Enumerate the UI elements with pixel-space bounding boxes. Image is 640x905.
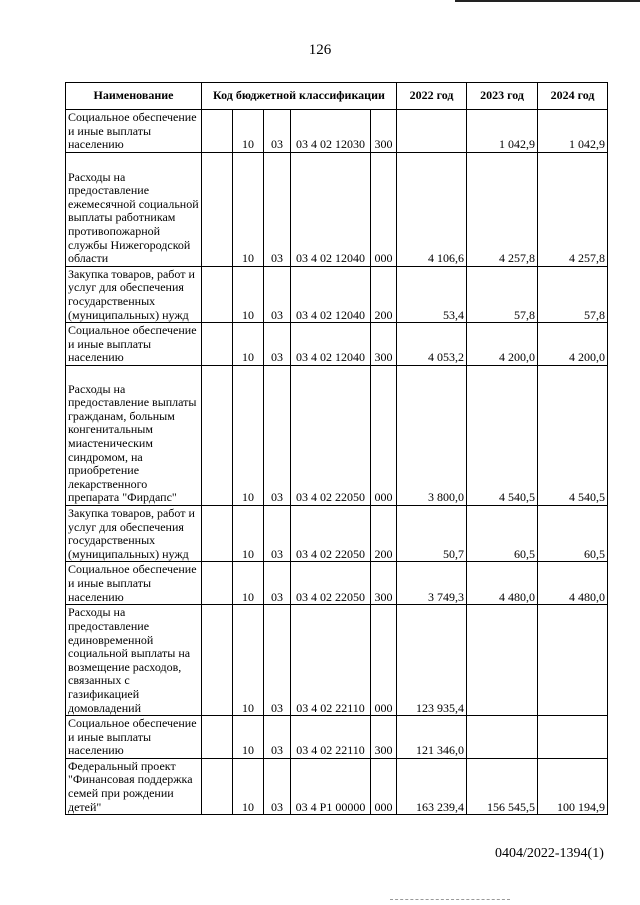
row-name-cell <box>66 323 202 366</box>
row-section-cell: 10 <box>233 365 264 505</box>
row-section-cell: 10 <box>233 505 264 561</box>
row-2023-value: 57,8 <box>467 266 538 322</box>
row-2023-value: 4 480,0 <box>467 562 538 605</box>
row-subsection-cell: 03 <box>264 505 291 561</box>
table-row <box>66 605 608 716</box>
row-name-text: Закупка товаров, работ и услуг для обеспечения государственных (муниципальных) нужд <box>68 505 195 561</box>
row-2024-value: 60,5 <box>538 505 608 561</box>
row-2022-value <box>397 110 467 153</box>
row-empty-code-cell <box>202 716 233 759</box>
row-2023-value: 1 042,9 <box>467 110 538 153</box>
row-subsection-cell: 03 <box>264 562 291 605</box>
row-2023-value: 4 257,8 <box>467 152 538 266</box>
row-expense-type-cell: 300 <box>371 716 397 759</box>
row-section-cell: 10 <box>233 266 264 322</box>
row-2023-value <box>467 605 538 716</box>
table-row <box>66 110 608 153</box>
row-2024-value: 1 042,9 <box>538 110 608 153</box>
row-2024-value: 4 480,0 <box>538 562 608 605</box>
row-2022-value: 50,7 <box>397 505 467 561</box>
page-number: 126 <box>308 42 332 58</box>
budget-table <box>65 82 608 815</box>
header-name: Наименование <box>66 83 202 110</box>
row-2023-value: 4 200,0 <box>467 323 538 366</box>
row-2024-value: 57,8 <box>538 266 608 322</box>
row-subsection-cell: 03 <box>264 110 291 153</box>
row-name-text: Социальное обеспечение и иные выплаты населению <box>68 323 197 365</box>
row-2023-value: 4 540,5 <box>467 365 538 505</box>
row-2022-value: 121 346,0 <box>397 716 467 759</box>
row-section-cell: 10 <box>233 152 264 266</box>
row-2022-value: 123 935,4 <box>397 605 467 716</box>
bottom-edge-marks <box>390 899 510 901</box>
row-2024-value <box>538 716 608 759</box>
row-target-article-cell: 03 4 02 22050 <box>291 562 371 605</box>
table-row <box>66 152 608 266</box>
row-expense-type-cell: 000 <box>371 758 397 814</box>
row-subsection-cell: 03 <box>264 716 291 759</box>
row-name-cell <box>66 505 202 561</box>
row-expense-type-cell: 200 <box>371 266 397 322</box>
row-target-article-cell: 03 4 02 22110 <box>291 605 371 716</box>
row-name-text: Закупка товаров, работ и услуг для обеспечения государственных (муниципальных) нужд <box>68 266 195 322</box>
row-name-cell <box>66 110 202 153</box>
row-section-cell: 10 <box>233 758 264 814</box>
table-row <box>66 323 608 366</box>
row-2024-value: 4 257,8 <box>538 152 608 266</box>
row-empty-code-cell <box>202 323 233 366</box>
row-target-article-cell: 03 4 02 12040 <box>291 323 371 366</box>
header-code: Код бюджетной классификации <box>202 83 397 110</box>
row-empty-code-cell <box>202 110 233 153</box>
table-row <box>66 716 608 759</box>
row-name-text: Социальное обеспечение и иные выплаты населению <box>68 562 197 604</box>
row-section-cell: 10 <box>233 562 264 605</box>
row-subsection-cell: 03 <box>264 365 291 505</box>
row-target-article-cell: 03 4 02 12040 <box>291 152 371 266</box>
row-expense-type-cell: 000 <box>371 152 397 266</box>
header-row <box>66 83 608 110</box>
row-2024-value: 100 194,9 <box>538 758 608 814</box>
row-section-cell: 10 <box>233 716 264 759</box>
row-subsection-cell: 03 <box>264 605 291 716</box>
header-2024: 2024 год <box>538 83 608 110</box>
table-row <box>66 505 608 561</box>
row-name-cell <box>66 365 202 505</box>
row-empty-code-cell <box>202 605 233 716</box>
row-expense-type-cell: 200 <box>371 505 397 561</box>
row-name-text: Социальное обеспечение и иные выплаты населению <box>68 110 197 152</box>
row-target-article-cell: 03 4 02 22050 <box>291 505 371 561</box>
row-name-text: Социальное обеспечение и иные выплаты населению <box>68 716 197 758</box>
row-name-text: Расходы на предоставление единовременной социальной выплаты на возмещение расходов, связанных с газификацией домовладений <box>68 605 191 715</box>
row-subsection-cell: 03 <box>264 152 291 266</box>
row-empty-code-cell <box>202 365 233 505</box>
row-name-cell <box>66 562 202 605</box>
row-expense-type-cell: 300 <box>371 562 397 605</box>
row-2024-value <box>538 605 608 716</box>
row-expense-type-cell: 000 <box>371 605 397 716</box>
header-2022: 2022 год <box>397 83 467 110</box>
row-target-article-cell: 03 4 02 22110 <box>291 716 371 759</box>
row-target-article-cell: 03 4 02 22050 <box>291 365 371 505</box>
document-code: 0404/2022-1394(1) <box>495 846 604 861</box>
row-2022-value: 4 053,2 <box>397 323 467 366</box>
row-name-text: Расходы на предоставление выплаты гражданам, больным конгенитальным миастеническим синдромом, на приобретение лекарственного препарата "Фирдапс" <box>68 381 197 505</box>
table-row <box>66 266 608 322</box>
table-row <box>66 758 608 814</box>
row-section-cell: 10 <box>233 323 264 366</box>
row-name-text: Расходы на предоставление ежемесячной социальной выплаты работникам противопожарной службы Нижегородской области <box>68 169 199 266</box>
row-2024-value: 4 200,0 <box>538 323 608 366</box>
row-2024-value: 4 540,5 <box>538 365 608 505</box>
row-empty-code-cell <box>202 152 233 266</box>
row-target-article-cell: 03 4 02 12040 <box>291 266 371 322</box>
row-2022-value: 3 800,0 <box>397 365 467 505</box>
row-subsection-cell: 03 <box>264 758 291 814</box>
table-row <box>66 562 608 605</box>
row-name-cell <box>66 152 202 266</box>
row-expense-type-cell: 300 <box>371 110 397 153</box>
header-2023: 2023 год <box>467 83 538 110</box>
row-name-text: Федеральный проект "Финансовая поддержка семей при рождении детей" <box>68 758 193 814</box>
row-expense-type-cell: 000 <box>371 365 397 505</box>
row-subsection-cell: 03 <box>264 266 291 322</box>
row-target-article-cell: 03 4 02 12030 <box>291 110 371 153</box>
row-empty-code-cell <box>202 505 233 561</box>
row-name-cell <box>66 605 202 716</box>
row-section-cell: 10 <box>233 605 264 716</box>
row-section-cell: 10 <box>233 110 264 153</box>
row-2022-value: 3 749,3 <box>397 562 467 605</box>
top-edge-line <box>455 0 640 2</box>
row-name-cell <box>66 716 202 759</box>
row-name-cell <box>66 758 202 814</box>
row-subsection-cell: 03 <box>264 323 291 366</box>
row-empty-code-cell <box>202 266 233 322</box>
row-empty-code-cell <box>202 758 233 814</box>
row-target-article-cell: 03 4 Р1 00000 <box>291 758 371 814</box>
row-2023-value: 156 545,5 <box>467 758 538 814</box>
table-row <box>66 365 608 505</box>
row-name-cell <box>66 266 202 322</box>
row-2022-value: 163 239,4 <box>397 758 467 814</box>
row-2022-value: 4 106,6 <box>397 152 467 266</box>
row-2022-value: 53,4 <box>397 266 467 322</box>
row-2023-value: 60,5 <box>467 505 538 561</box>
row-expense-type-cell: 300 <box>371 323 397 366</box>
row-empty-code-cell <box>202 562 233 605</box>
row-2023-value <box>467 716 538 759</box>
